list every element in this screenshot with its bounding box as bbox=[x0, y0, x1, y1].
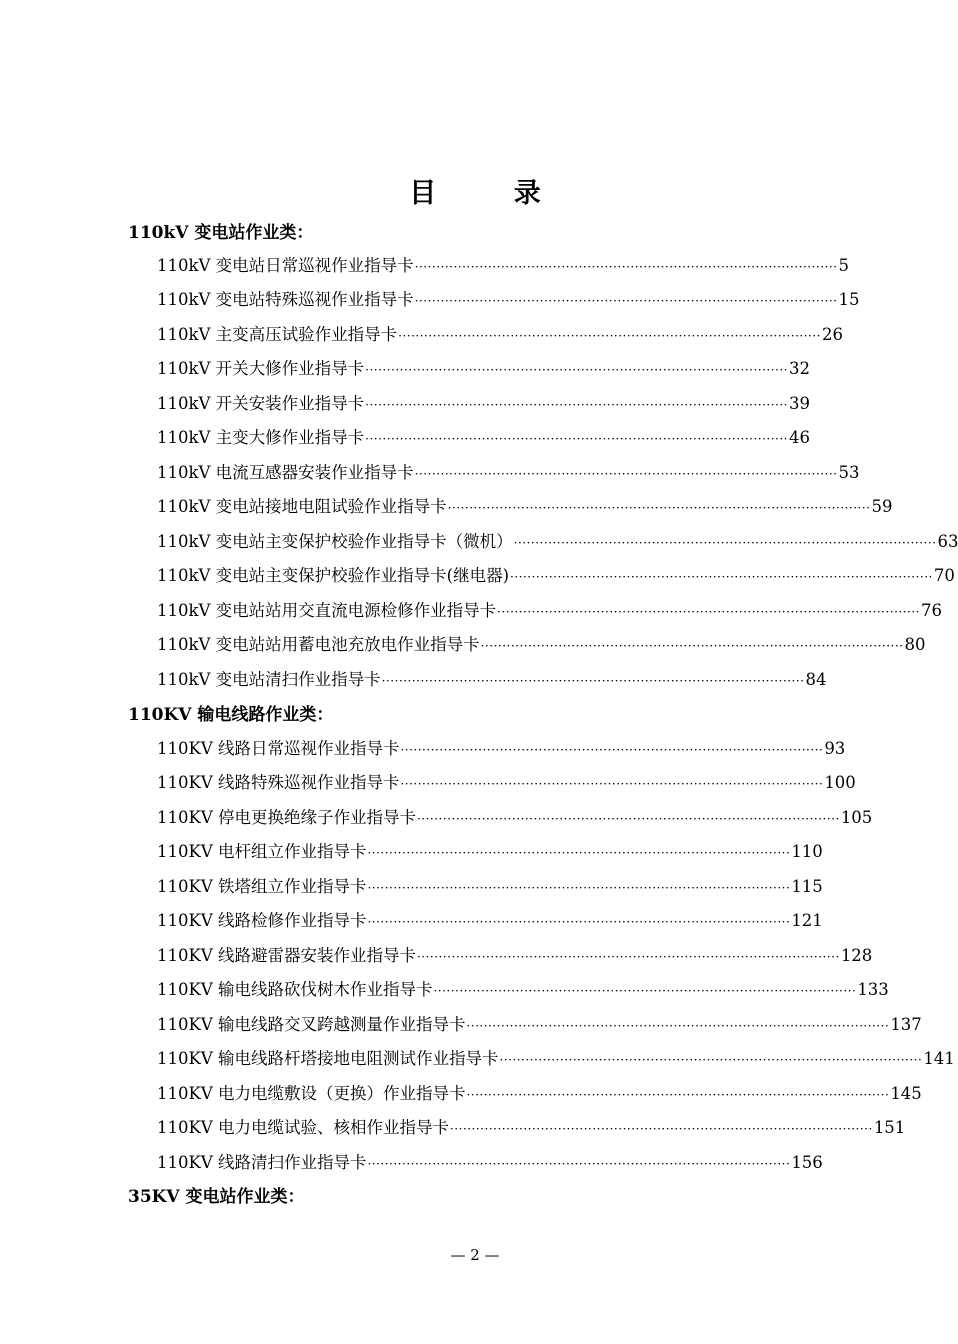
entry-title: 110kV 变电站主变保护校验作业指导卡（微机） bbox=[157, 532, 513, 551]
entry-title: 110KV 线路避雷器安装作业指导卡 bbox=[157, 946, 416, 965]
page-number: 39 bbox=[789, 394, 810, 413]
toc-entry[interactable] bbox=[157, 323, 843, 347]
toc-entry[interactable] bbox=[157, 875, 823, 899]
dot-leader: ·································································································· bbox=[480, 639, 904, 653]
dot-leader: ·································································································· bbox=[414, 467, 838, 481]
page-number: 145 bbox=[890, 1084, 922, 1103]
toc-entry[interactable] bbox=[157, 840, 823, 864]
page-number: 46 bbox=[789, 428, 810, 447]
toc-entry[interactable] bbox=[157, 633, 926, 657]
toc-entry[interactable] bbox=[157, 944, 873, 968]
entry-title: 110kV 变电站清扫作业指导卡 bbox=[157, 670, 381, 689]
dot-leader: ·································································································· bbox=[414, 260, 838, 274]
entry-title: 110kV 变电站特殊巡视作业指导卡 bbox=[157, 290, 414, 309]
entry-title: 110KV 电力电缆试验、核相作业指导卡 bbox=[157, 1118, 449, 1137]
page-number: 128 bbox=[840, 946, 873, 965]
entry-title: 110KV 铁塔组立作业指导卡 bbox=[157, 877, 367, 896]
dot-leader: ·································································································· bbox=[414, 294, 838, 308]
dot-leader: ·································································································· bbox=[365, 363, 788, 377]
toc-entry[interactable] bbox=[157, 668, 827, 692]
dot-leader: ·································································································· bbox=[447, 501, 871, 515]
page-footer-number: — 2 — bbox=[450, 1246, 500, 1264]
dot-leader: ·································································································· bbox=[510, 570, 933, 584]
page-number: 76 bbox=[920, 601, 942, 620]
entry-title: 110kV 开关安装作业指导卡 bbox=[157, 394, 365, 413]
toc-entry[interactable] bbox=[157, 288, 860, 312]
entry-title: 110kV 开关大修作业指导卡 bbox=[157, 359, 365, 378]
dot-leader: ·································································································· bbox=[367, 1157, 791, 1171]
toc-entry[interactable] bbox=[157, 1151, 823, 1175]
dot-leader: ·································································································· bbox=[433, 984, 857, 998]
entry-title: 110KV 线路检修作业指导卡 bbox=[157, 911, 367, 930]
dot-leader: ·································································································· bbox=[365, 398, 788, 412]
entry-title: 110KV 线路特殊巡视作业指导卡 bbox=[157, 773, 400, 792]
dot-leader: ·································································································· bbox=[416, 950, 840, 964]
toc-entry[interactable] bbox=[157, 495, 893, 519]
dot-leader: ·································································································· bbox=[400, 743, 824, 757]
toc-entry[interactable] bbox=[157, 461, 860, 485]
page-number: 110 bbox=[791, 842, 823, 861]
toc-entry[interactable] bbox=[157, 978, 889, 1002]
entry-title: 110kV 变电站站用交直流电源检修作业指导卡 bbox=[157, 601, 497, 620]
toc-entry[interactable] bbox=[157, 771, 856, 795]
toc-entry[interactable] bbox=[157, 599, 942, 623]
dot-leader: ·································································································· bbox=[367, 846, 791, 860]
page-number: 156 bbox=[791, 1153, 823, 1172]
entry-title: 110kV 变电站接地电阻试验作业指导卡 bbox=[157, 497, 447, 516]
page-number: 93 bbox=[824, 739, 846, 758]
page-number: 70 bbox=[933, 566, 955, 585]
toc-entry[interactable] bbox=[157, 392, 810, 416]
entry-title: 110KV 停电更换绝缘子作业指导卡 bbox=[157, 808, 416, 827]
entry-title: 110kV 电流互感器安装作业指导卡 bbox=[157, 463, 414, 482]
page-number: 133 bbox=[857, 980, 889, 999]
page-title: 目 录 bbox=[409, 178, 575, 209]
dot-leader: ·································································································· bbox=[466, 1019, 890, 1033]
dot-leader: ·································································································· bbox=[449, 1122, 873, 1136]
entry-title: 110KV 电力电缆敷设（更换）作业指导卡 bbox=[157, 1084, 466, 1103]
page-number: 53 bbox=[838, 463, 860, 482]
dot-leader: ·································································································· bbox=[497, 605, 920, 619]
toc-entry[interactable] bbox=[157, 530, 958, 554]
toc-entry[interactable] bbox=[157, 254, 849, 278]
entry-title: 110kV 主变大修作业指导卡 bbox=[157, 428, 365, 447]
toc-entry[interactable] bbox=[157, 737, 846, 761]
dot-leader: ·································································································· bbox=[398, 329, 821, 343]
dot-leader: ·································································································· bbox=[365, 432, 788, 446]
page-number: 105 bbox=[840, 808, 873, 827]
page-number: 32 bbox=[789, 359, 810, 378]
dot-leader: ·································································································· bbox=[400, 777, 824, 791]
section-heading: 110kV 变电站作业类： bbox=[128, 223, 314, 243]
section-heading: 35KV 变电站作业类： bbox=[128, 1187, 305, 1207]
entry-title: 110KV 输电线路杆塔接地电阻测试作业指导卡 bbox=[157, 1049, 499, 1068]
toc-entry[interactable] bbox=[157, 806, 873, 830]
page-number: 151 bbox=[873, 1118, 906, 1137]
page-number: 59 bbox=[871, 497, 893, 516]
toc-entry[interactable] bbox=[157, 1013, 922, 1037]
page-number: 141 bbox=[923, 1049, 955, 1068]
page-number: 121 bbox=[791, 911, 823, 930]
page-number: 63 bbox=[937, 532, 958, 551]
entry-title: 110KV 输电线路交叉跨越测量作业指导卡 bbox=[157, 1015, 466, 1034]
entry-title: 110kV 变电站日常巡视作业指导卡 bbox=[157, 256, 414, 275]
dot-leader: ·································································································· bbox=[367, 915, 791, 929]
page-number: 15 bbox=[838, 290, 860, 309]
dot-leader: ·································································································· bbox=[416, 812, 840, 826]
section-heading: 110KV 输电线路作业类： bbox=[128, 705, 334, 725]
entry-title: 110KV 电杆组立作业指导卡 bbox=[157, 842, 367, 861]
page-number: 100 bbox=[824, 773, 856, 792]
dot-leader: ·································································································· bbox=[367, 881, 791, 895]
page-number: 26 bbox=[821, 325, 843, 344]
toc-entry[interactable] bbox=[157, 1116, 906, 1140]
toc-entry[interactable] bbox=[157, 564, 955, 588]
entry-title: 110kV 变电站主变保护校验作业指导卡(继电器) bbox=[157, 566, 510, 585]
page-number: 137 bbox=[890, 1015, 922, 1034]
dot-leader: ·································································································· bbox=[499, 1053, 923, 1067]
entry-title: 110kV 主变高压试验作业指导卡 bbox=[157, 325, 398, 344]
entry-title: 110KV 线路清扫作业指导卡 bbox=[157, 1153, 367, 1172]
entry-title: 110KV 输电线路砍伐树木作业指导卡 bbox=[157, 980, 433, 999]
toc-entry[interactable] bbox=[157, 909, 823, 933]
toc-entry[interactable] bbox=[157, 426, 810, 450]
dot-leader: ·································································································· bbox=[466, 1088, 890, 1102]
toc-entry[interactable] bbox=[157, 1082, 922, 1106]
entry-title: 110KV 线路日常巡视作业指导卡 bbox=[157, 739, 400, 758]
page-number: 84 bbox=[805, 670, 827, 689]
entry-title: 110kV 变电站站用蓄电池充放电作业指导卡 bbox=[157, 635, 480, 654]
toc-entry[interactable] bbox=[157, 1047, 955, 1071]
page-number: 5 bbox=[838, 256, 849, 275]
page-number: 115 bbox=[791, 877, 823, 896]
toc-entry[interactable] bbox=[157, 357, 810, 381]
dot-leader: ·································································································· bbox=[513, 536, 937, 550]
dot-leader: ·································································································· bbox=[381, 674, 805, 688]
page-number: 80 bbox=[904, 635, 926, 654]
